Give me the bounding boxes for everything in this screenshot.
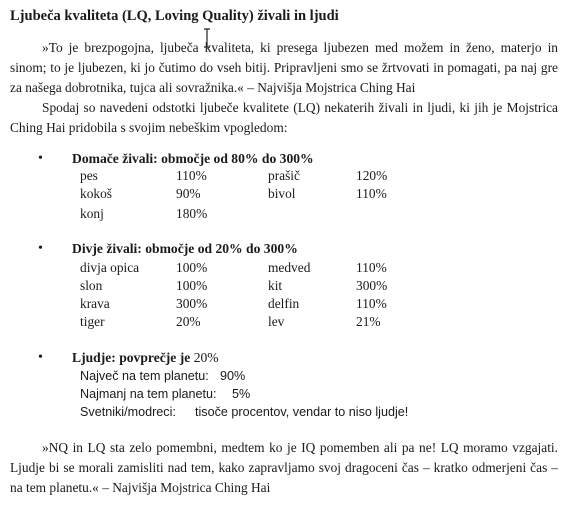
bullet-humans: • bbox=[38, 350, 43, 365]
animal-value: 110% bbox=[356, 186, 387, 201]
animal-value: 300% bbox=[356, 278, 388, 293]
animal-name: krava bbox=[80, 296, 110, 311]
animal-value: 100% bbox=[176, 278, 208, 293]
animal-name: divja opica bbox=[80, 260, 140, 275]
animal-value: 21% bbox=[356, 314, 381, 329]
humans-line-label: Največ na tem planetu: bbox=[80, 369, 209, 383]
animal-name: delfin bbox=[268, 296, 300, 311]
humans-line-value: 5% bbox=[232, 387, 251, 401]
humans-line-value: tisoče procentov, vendar to niso ljudje! bbox=[195, 405, 409, 419]
animal-name: kokoš bbox=[80, 186, 112, 201]
bullet-wild: • bbox=[38, 241, 43, 256]
humans-line-saints bbox=[80, 403, 409, 421]
document-title: Ljubeča kvaliteta (LQ, Loving Quality) živali in ljudi bbox=[10, 8, 339, 24]
animal-value: 20% bbox=[176, 314, 201, 329]
animal-value: 110% bbox=[356, 260, 387, 275]
humans-line-label: Svetniki/modreci: bbox=[80, 405, 176, 419]
bullet-domestic: • bbox=[38, 151, 43, 166]
animal-name: kit bbox=[268, 278, 283, 293]
animal-name: konj bbox=[80, 206, 104, 221]
humans-line-label: Najmanj na tem planetu: bbox=[80, 387, 217, 401]
animal-value: 110% bbox=[356, 296, 387, 311]
quote-paragraph-2: »NQ in LQ sta zelo pomembni, medtem ko je IQ pomemben ali pa ne! LQ moramo vzgajati. Ljudje bi se morali zamisliti nad tem, kako zapravljamo svoj dragoceni čas – kratko odmerjeni čas – na tem planetu.« – Najvišja Mojstrica Ching Hai bbox=[10, 440, 558, 495]
domestic-heading: Domače živali: območje od 80% do 300% bbox=[72, 151, 314, 166]
text-cursor-icon bbox=[202, 28, 212, 48]
quote-paragraph-1: »To je brezpogojna, ljubeča kvaliteta, ki presega ljubezen med možem in ženo, materjo in sinom; to je ljubezen, ki jo čutimo do vseh bitij. Pripravljeni smo se žrtvovati in pomagati, pa naj gre za našega dobrotnika, tujca ali sovražnika.« – Najvišja Mojstrica Ching Hai bbox=[10, 40, 558, 95]
animal-value: 110% bbox=[176, 168, 207, 183]
animal-value: 120% bbox=[356, 168, 388, 183]
animal-value: 300% bbox=[176, 296, 208, 311]
animal-name: pes bbox=[80, 168, 98, 183]
humans-heading: Ljudje: povprečje je 20% bbox=[72, 350, 219, 365]
humans-line-min bbox=[80, 385, 251, 403]
humans-line-value: 90% bbox=[220, 369, 246, 383]
humans-average-value: 20% bbox=[193, 350, 219, 365]
intro-paragraph: Spodaj so navedeni odstotki ljubeče kvalitete (LQ) nekaterih živali in ljudi, ki jih je Mojstrica Ching Hai pridobila s svojim nebeškim vpogledom: bbox=[10, 100, 558, 135]
animal-value: 180% bbox=[176, 206, 208, 221]
animal-name: medved bbox=[268, 260, 311, 275]
humans-line-max bbox=[80, 367, 246, 385]
animal-name: tiger bbox=[80, 314, 105, 329]
wild-heading: Divje živali: območje od 20% do 300% bbox=[72, 241, 298, 256]
animal-value: 100% bbox=[176, 260, 208, 275]
animal-value: 90% bbox=[176, 186, 201, 201]
animal-name: prašič bbox=[268, 168, 300, 183]
animal-name: lev bbox=[268, 314, 285, 329]
animal-name: bivol bbox=[268, 186, 296, 201]
animal-name: slon bbox=[80, 278, 103, 293]
